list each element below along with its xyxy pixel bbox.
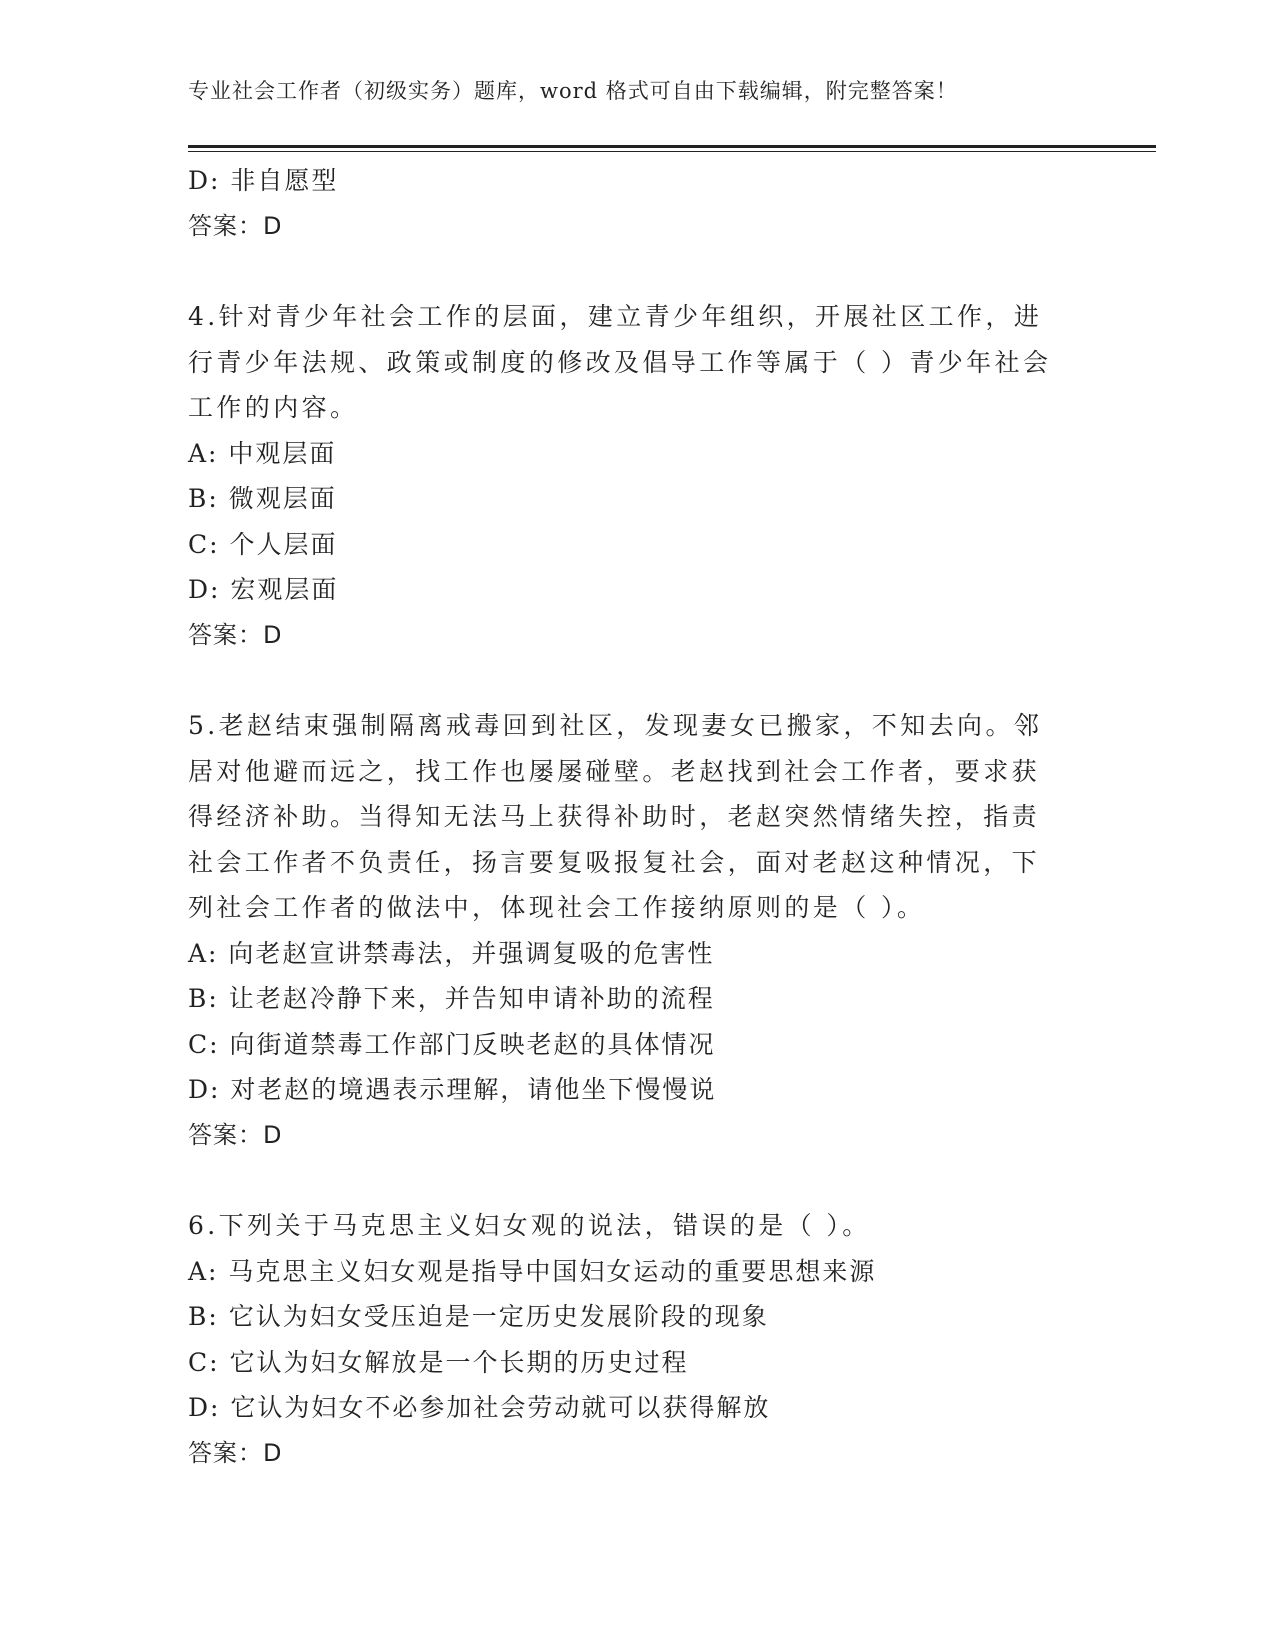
option-a: A: 马克思主义妇女观是指导中国妇女运动的重要思想来源 <box>188 1256 877 1286</box>
option-a: A: 向老赵宣讲禁毒法，并强调复吸的危害性 <box>188 938 715 968</box>
option-d: D: 宏观层面 <box>188 575 339 604</box>
question-stem-line: 5.老赵结束强制隔离戒毒回到社区，发现妻女已搬家，不知去向。邻 <box>188 711 1043 740</box>
answer-line: 答案：D <box>188 1438 283 1467</box>
block-gap <box>188 249 1088 294</box>
option-c: C: 个人层面 <box>188 529 338 559</box>
answer-line: 答案：D <box>188 211 283 240</box>
option-d: D: 它认为妇女不必参加社会劳动就可以获得解放 <box>188 1393 771 1422</box>
option-b: B: 让老赵冷静下来，并告知申请补助的流程 <box>188 984 715 1013</box>
question-5 <box>188 703 1088 1158</box>
header-rule-thick <box>188 145 1156 148</box>
block-gap <box>188 1158 1088 1203</box>
option-a: A: 中观层面 <box>188 438 337 468</box>
question-stem-line: 4.针对青少年社会工作的层面，建立青少年组织，开展社区工作，进 <box>188 302 1043 331</box>
answer-line: 答案：D <box>188 1120 283 1149</box>
block-gap <box>188 658 1088 703</box>
carryover-block <box>188 158 1088 249</box>
option-d: D: 对老赵的境遇表示理解，请他坐下慢慢说 <box>188 1075 717 1104</box>
question-stem-line: 得经济补助。当得知无法马上获得补助时，老赵突然情绪失控，指责 <box>188 802 1041 831</box>
question-4 <box>188 294 1088 658</box>
question-stem-line: 社会工作者不负责任，扬言要复吸报复社会，面对老赵这种情况，下 <box>188 847 1041 877</box>
answer-line: 答案：D <box>188 620 283 649</box>
page-header: 专业社会工作者（初级实务）题库，word 格式可自由下载编辑，附完整答案！ <box>188 79 958 103</box>
header-rule-thin <box>188 151 1156 152</box>
question-stem-line: 居对他避而远之，找工作也屡屡碰壁。老赵找到社会工作者，要求获 <box>188 756 1041 786</box>
question-stem-line: 工作的内容。 <box>188 393 359 422</box>
document-body <box>188 158 1088 1476</box>
question-stem-line: 行青少年法规、政策或制度的修改及倡导工作等属于（ ）青少年社会 <box>188 347 1052 377</box>
option-b: B: 它认为妇女受压迫是一定历史发展阶段的现象 <box>188 1302 769 1331</box>
question-stem-line: 列社会工作者的做法中，体现社会工作接纳原则的是（ ）。 <box>188 893 926 922</box>
option-d: D: 非自愿型 <box>188 166 339 195</box>
question-6 <box>188 1203 1088 1476</box>
option-c: C: 向街道禁毒工作部门反映老赵的具体情况 <box>188 1029 716 1059</box>
option-c: C: 它认为妇女解放是一个长期的历史过程 <box>188 1347 689 1377</box>
option-b: B: 微观层面 <box>188 484 337 513</box>
question-stem-line: 6.下列关于马克思主义妇女观的说法，错误的是（ ）。 <box>188 1211 871 1240</box>
